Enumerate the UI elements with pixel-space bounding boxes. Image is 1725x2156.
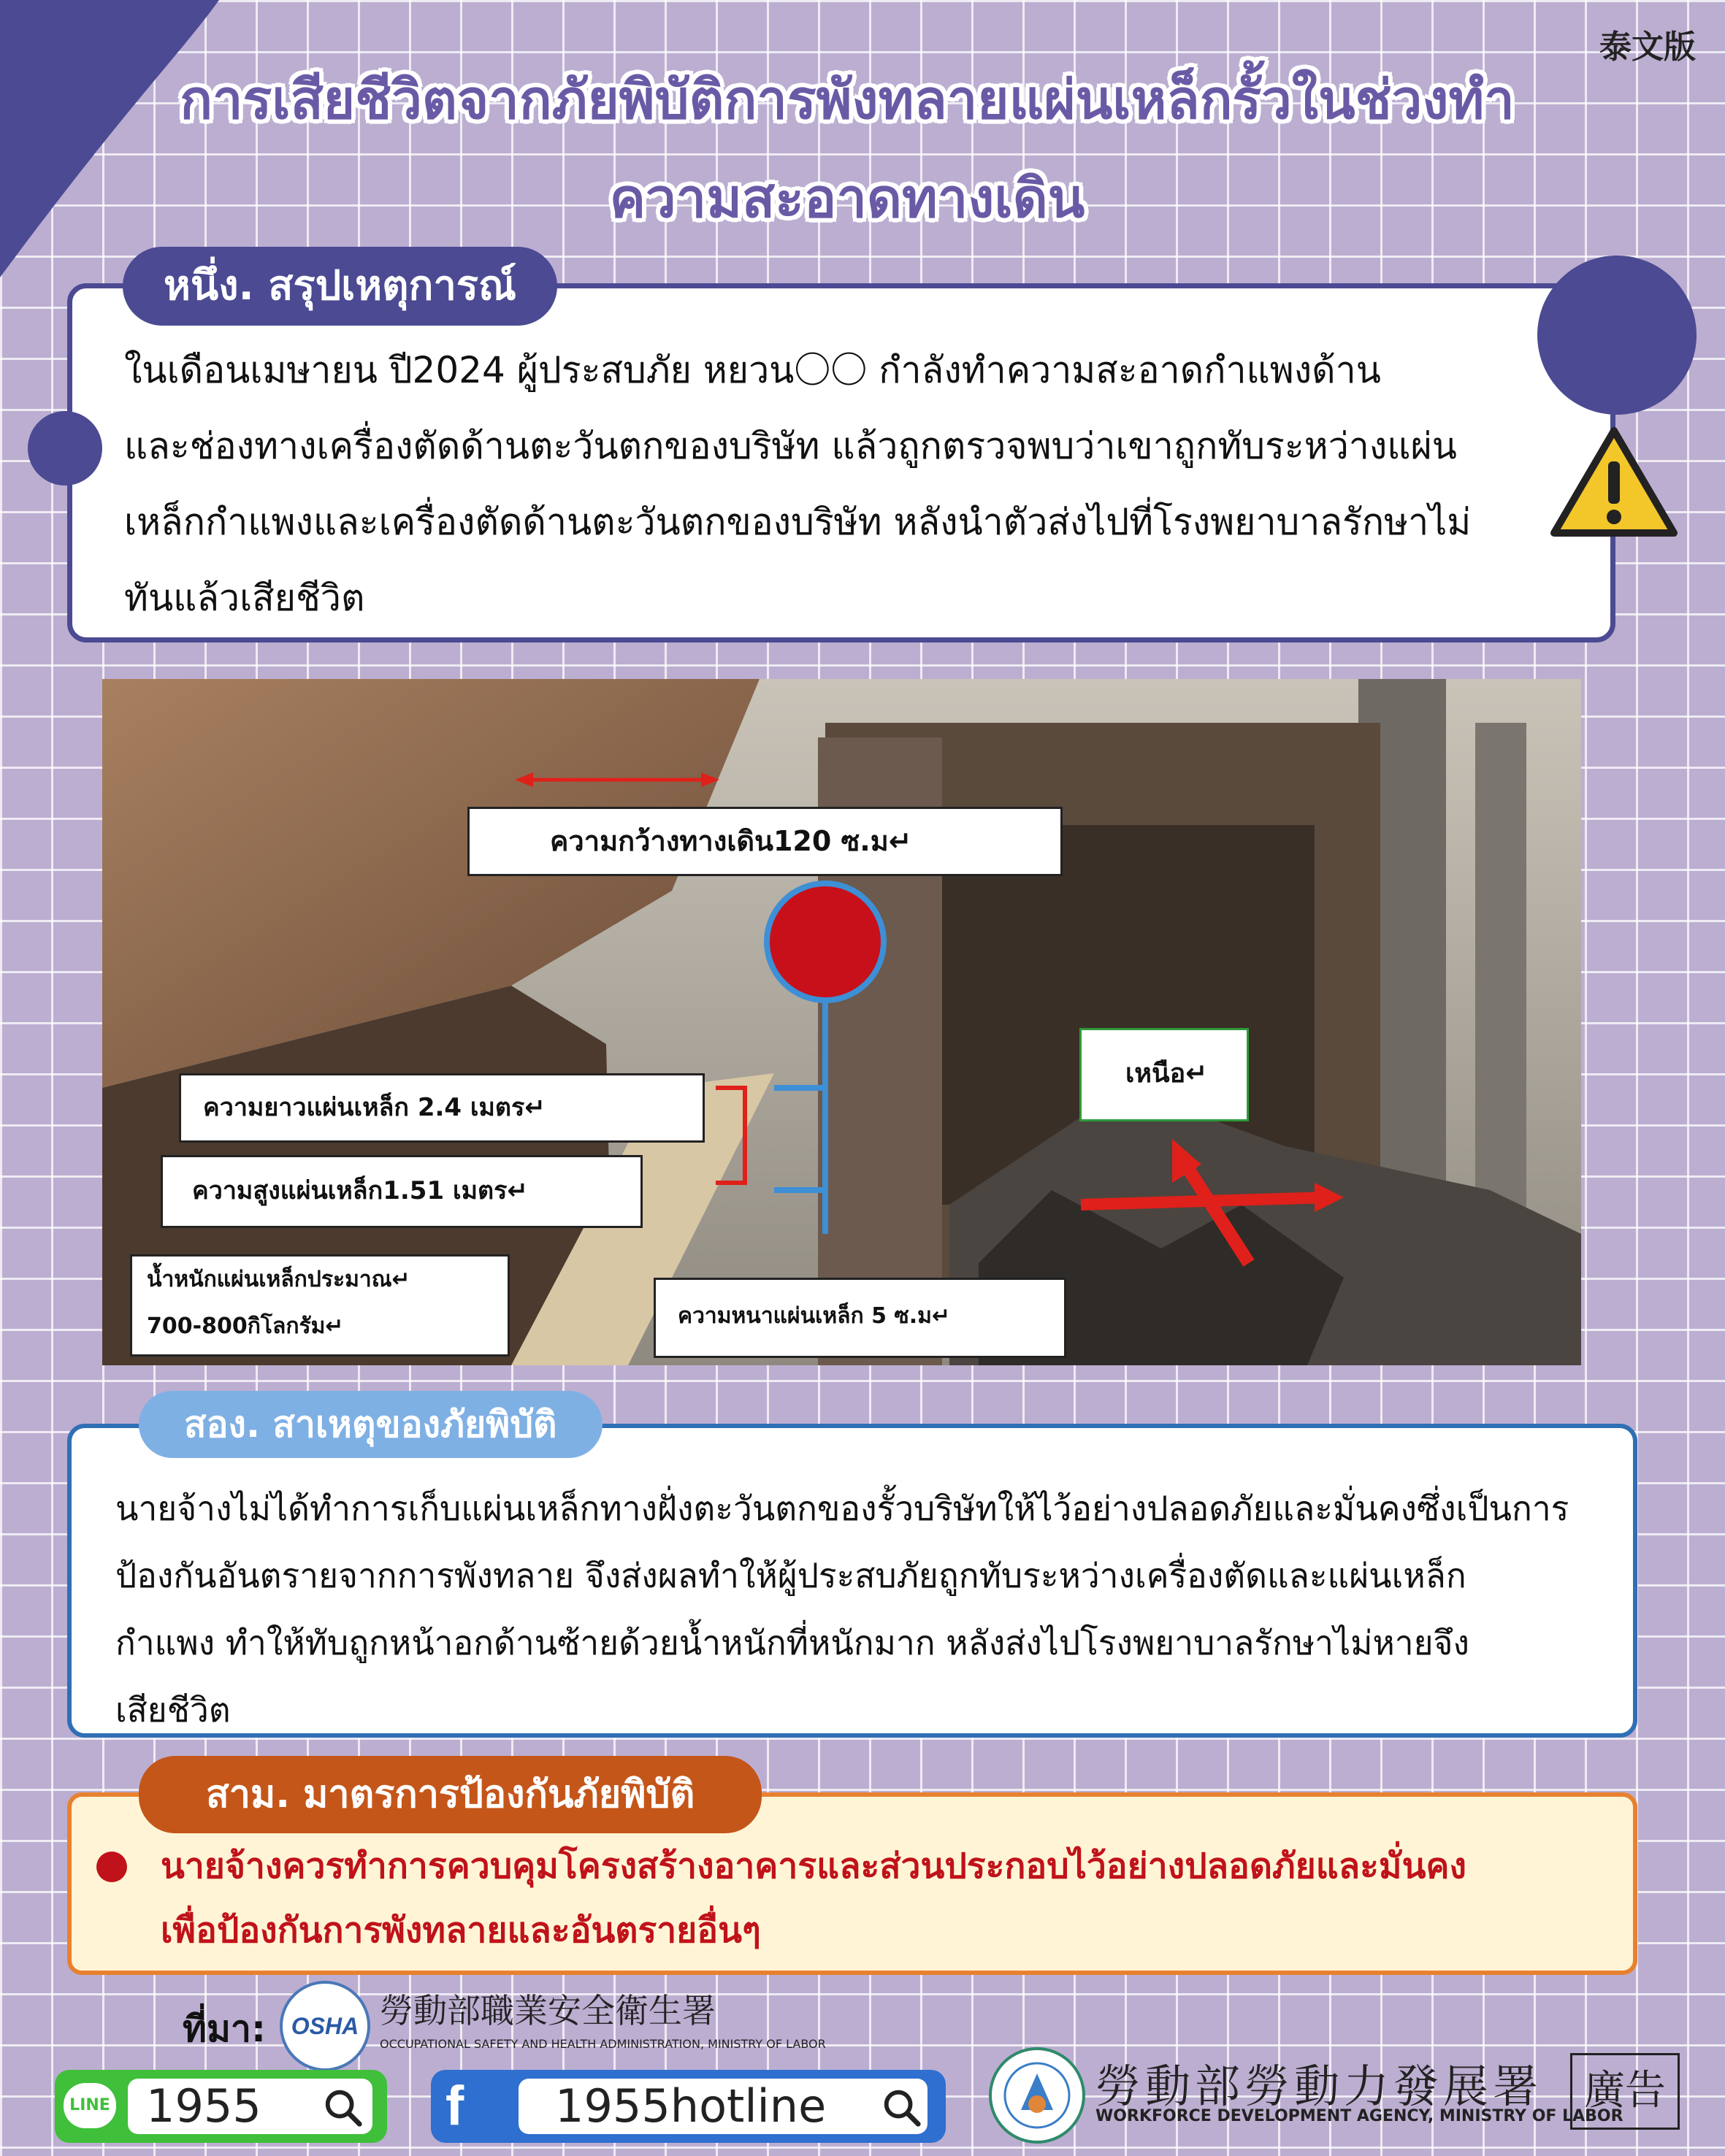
plate-thickness-label: ความหนาแผ่นเหล็ก 5 ซ.ม↵ <box>654 1278 1066 1358</box>
plate-height-label: ความสูงแผ่นเหล็ก1.51 เมตร↵ <box>161 1155 643 1228</box>
north-label: เหนือ↵ <box>1079 1028 1249 1121</box>
plate-weight-line: 700-800กิโลกรัม↵ <box>147 1313 344 1339</box>
osha-logo-icon <box>278 1979 372 2073</box>
osha-name-english: OCCUPATIONAL SAFETY AND HEALTH ADMINISTRATION, MINISTRY OF LABOR <box>380 2037 826 2051</box>
facebook-handle: 1955hotline <box>555 2079 827 2133</box>
prevention-text <box>161 1834 1592 1963</box>
plate-weight-label <box>130 1254 510 1357</box>
cause-line: กำแพง ทำให้ทับถูกหน้าอกด้านซ้ายด้วยน้ำหนักที่หนักมาก หลังส่งไปโรงพยาบาลรักษาไม่หายจึง <box>115 1623 1469 1662</box>
cause-line: ป้องกันอันตรายจากการพังทลาย จึงส่งผลทำให้ผู้ประสบภัยถูกทับระหว่างเครื่องตัดและแผ่นเหล็ก <box>115 1556 1466 1595</box>
wda-name-english: WORKFORCE DEVELOPMENT AGENCY, MINISTRY OF LABOR <box>1095 2107 1623 2125</box>
wda-name-chinese: 勞動部勞動力發展署 <box>1095 2060 1543 2113</box>
warning-icon <box>1548 423 1680 540</box>
facebook-search-field[interactable] <box>519 2079 927 2134</box>
plate-length-label: ความยาวแผ่นเหล็ก 2.4 เมตร↵ <box>179 1073 705 1143</box>
search-icon[interactable] <box>321 2086 364 2128</box>
line-hotline-bar[interactable] <box>55 2070 387 2143</box>
cause-line: นายจ้างไม่ได้ทำการเก็บแผ่นเหล็กทางฝั่งตะวันตกของรั้วบริษัทให้ไว้อย่างปลอดภัยและมั่นคงซึ่งเป็นการ <box>115 1489 1569 1528</box>
facebook-icon <box>445 2075 482 2137</box>
cause-text <box>115 1475 1620 1743</box>
summary-line: และช่องทางเครื่องตัดด้านตะวันตกของบริษัท แล้วถูกตรวจพบว่าเขาถูกทับระหว่างแผ่น <box>124 425 1457 467</box>
source-label: ที่มา: <box>183 2008 266 2050</box>
search-icon[interactable] <box>880 2086 922 2128</box>
cause-line: เสียชีวิต <box>115 1690 231 1730</box>
osha-logo-text: OSHA <box>291 2013 359 2039</box>
page-title <box>131 51 1563 248</box>
deco-circle-left <box>28 411 102 486</box>
language-tag: 泰文版 <box>1599 28 1696 66</box>
summary-text <box>124 332 1585 636</box>
section-3-heading: สาม. มาตรการป้องกันภัยพิบัติ <box>139 1756 762 1833</box>
summary-line: ในเดือนเมษายน ปี2024 ผู้ประสบภัย หยวน〇〇 กำลังทำความสะอาดกำแพงด้าน <box>124 349 1381 391</box>
wda-logo-icon <box>986 2044 1088 2147</box>
title-line-1: การเสียชีวิตจากภัยพิบัติการพังทลายแผ่นเหล็กรั้วในช่วงทำ <box>180 69 1515 131</box>
facebook-hotline-bar[interactable] <box>431 2070 946 2143</box>
summary-line: เหล็กกำแพงและเครื่องตัดด้านตะวันตกของบริษัท หลังนำตัวส่งไปที่โรงพยาบาลรักษาไม่ <box>124 501 1472 543</box>
accident-site-photo <box>102 679 1581 1365</box>
plate-weight-line: น้ำหนักแผ่นเหล็กประมาณ↵ <box>147 1267 410 1292</box>
prevention-line: นายจ้างควรทำการควบคุมโครงสร้างอาคารและส่วนประกอบไว้อย่างปลอดภัยและมั่นคง <box>161 1846 1466 1887</box>
osha-name-chinese: 勞動部職業安全衛生署 <box>380 1991 716 2030</box>
title-line-2: ความสะอาดทางเดิน <box>609 167 1085 230</box>
facebook-icon-letter: f <box>445 2075 464 2137</box>
line-icon <box>64 2083 116 2128</box>
summary-line: ทันแล้วเสียชีวิต <box>124 577 365 619</box>
section-1-heading: หนึ่ง. สรุปเหตุการณ์ <box>123 247 557 326</box>
bullet-dot-icon <box>96 1852 127 1882</box>
walkway-width-label: ความกว้างทางเดิน120 ซ.ม↵ <box>467 807 1063 876</box>
section-2-heading: สอง. สาเหตุของภัยพิบัติ <box>139 1391 603 1458</box>
prevention-line: เพื่อป้องกันการพังทลายและอันตรายอื่นๆ <box>161 1910 761 1951</box>
line-number: 1955 <box>146 2079 261 2133</box>
line-icon-text: LINE <box>69 2096 110 2114</box>
advertisement-badge: 廣告 <box>1570 2053 1680 2130</box>
